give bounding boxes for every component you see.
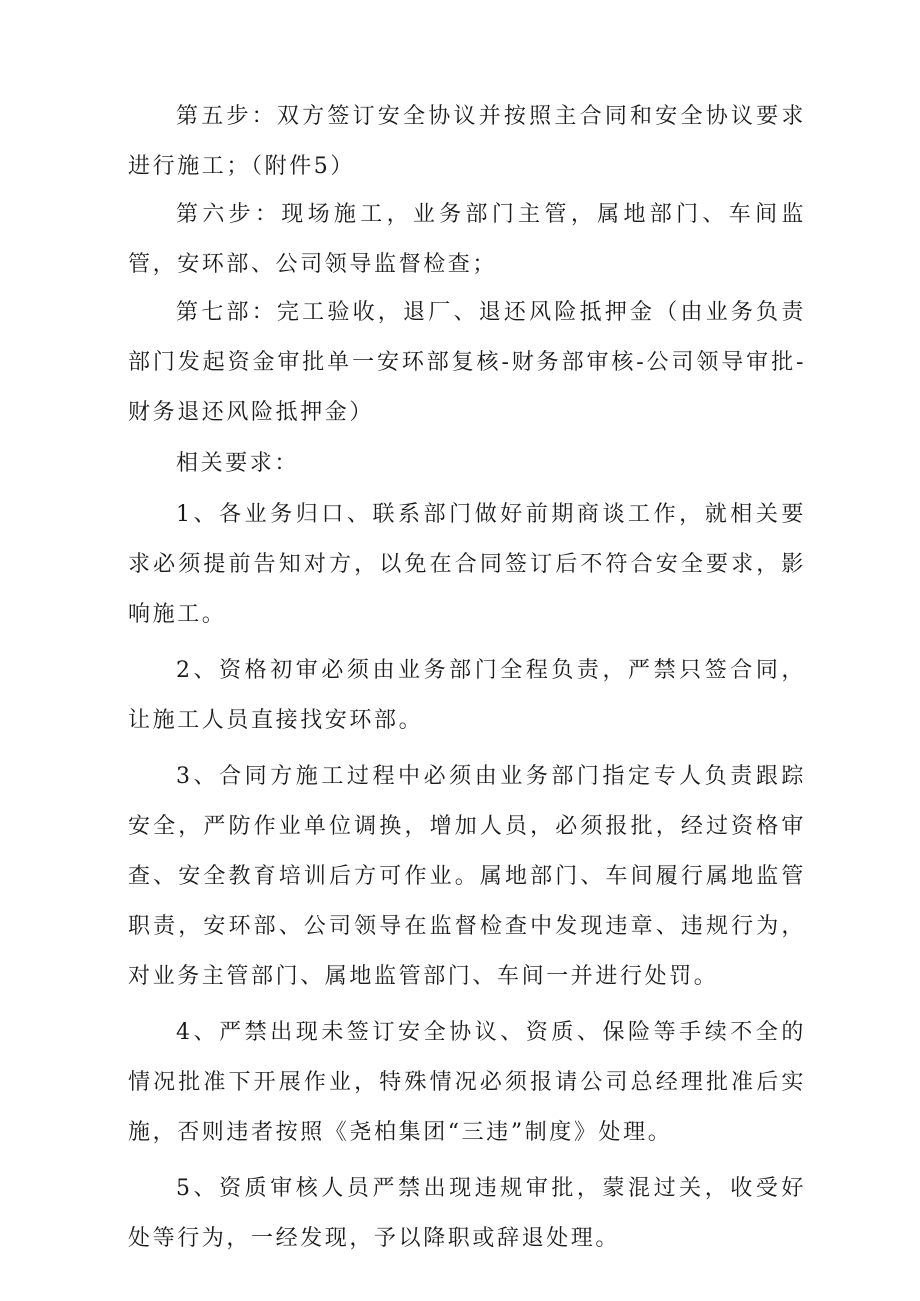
requirement-item-2: 2、资格初审必须由业务部门全程负责，严禁只签合同，让施工人员直接找安环部。 — [128, 658, 806, 733]
requirement-item-5: 5、资质审核人员严禁出现违规审批，蒙混过关，收受好处等行为，一经发现，予以降职或辞退处理。 — [128, 1176, 806, 1251]
requirement-item-1: 1、各业务归口、联系部门做好前期商谈工作，就相关要求必须提前告知对方，以免在合同签订后不符合安全要求，影响施工。 — [128, 502, 806, 627]
requirement-item-3: 3、合同方施工过程中必须由业务部门指定专人负责跟踪安全，严防作业单位调换，增加人员，必须报批，经过资格审查、安全教育培训后方可作业。属地部门、车间履行属地监管职责，安环部、公司领导在监督检查中发现违章、违规行为，对业务主管部门、属地监管部门、车间一并进行处罚。 — [128, 764, 806, 989]
paragraph-step-7: 第七部：完工验收，退厂、退还风险抵押金（由业务负责部门发起资金审批单一安环部复核-财务部审核-公司领导审批-财务退还风险抵押金） — [128, 300, 806, 425]
document-body — [128, 100, 806, 1278]
requirement-item-4: 4、严禁出现未签订安全协议、资质、保险等手续不全的情况批准下开展作业，特殊情况必须报请公司总经理批准后实施，否则违者按照《尧柏集团“三违”制度》处理。 — [128, 1020, 806, 1145]
paragraph-step-6: 第六步：现场施工，业务部门主管，属地部门、车间监管，安环部、公司领导监督检查； — [128, 202, 806, 277]
paragraph-step-5: 第五步：双方签订安全协议并按照主合同和安全协议要求进行施工；（附件5） — [128, 104, 806, 179]
requirements-heading: 相关要求： — [176, 451, 300, 476]
